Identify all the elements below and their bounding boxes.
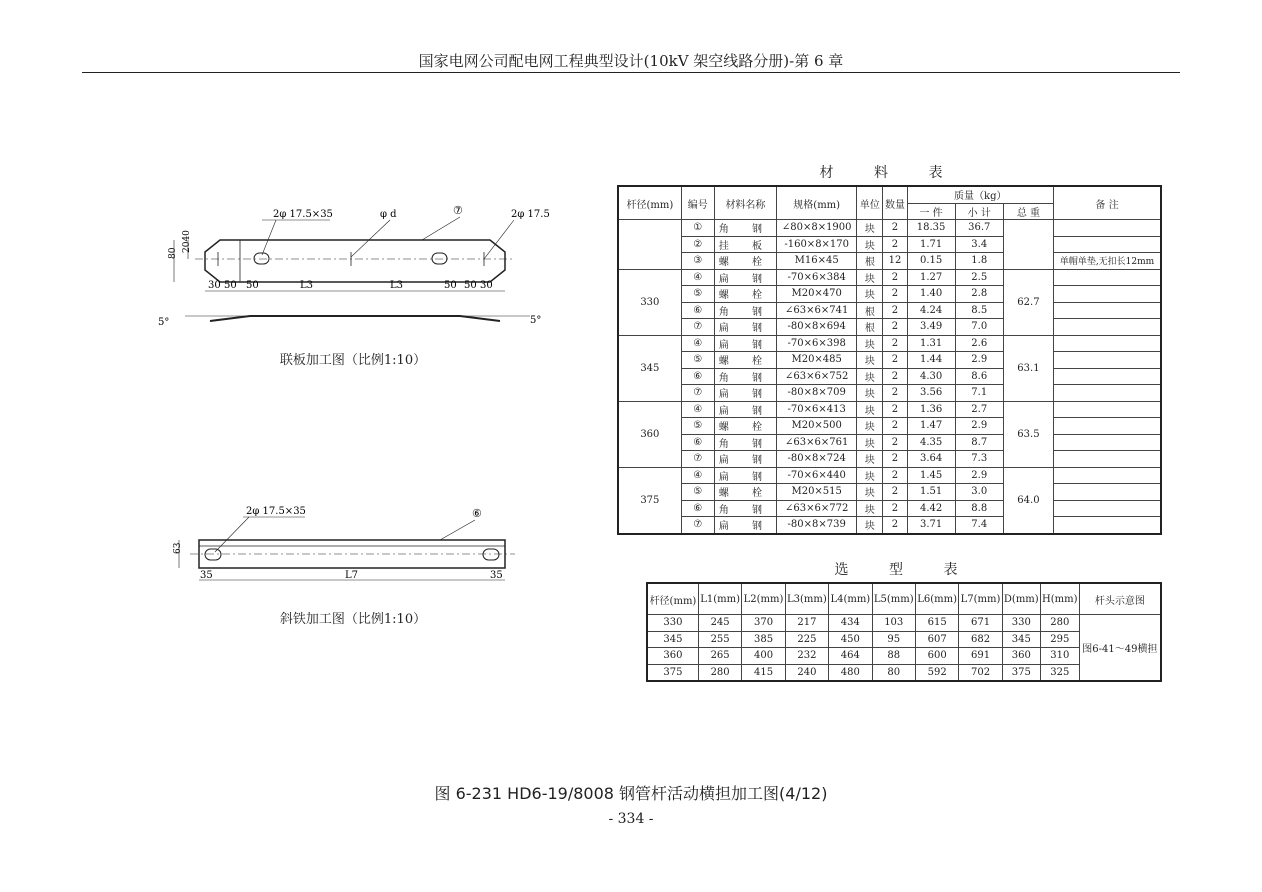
- item-name: 挂 板: [714, 236, 776, 253]
- selection-cell: 702: [959, 664, 1002, 681]
- header-rule: [82, 72, 1180, 73]
- item-mass-each: 1.47: [907, 418, 955, 435]
- item-mass-sub: 8.8: [955, 500, 1003, 517]
- item-mass-sub: 2.9: [955, 352, 1003, 369]
- selection-cell: 592: [915, 664, 958, 681]
- diameter-cell-common: [618, 220, 681, 270]
- diagram-ref-cell: 图6-41～49横担: [1079, 615, 1161, 682]
- selection-cell: 245: [698, 615, 741, 632]
- selection-header: L6(mm): [915, 583, 958, 615]
- selection-cell: 615: [915, 615, 958, 632]
- label-holes-right: 2φ 17.5: [511, 209, 550, 220]
- selection-cell: 434: [829, 615, 872, 632]
- item-name: 扁 钢: [714, 269, 776, 286]
- item-no: ①: [681, 220, 714, 237]
- item-remark: [1054, 517, 1161, 534]
- item-remark: [1054, 401, 1161, 418]
- item-mass-sub: 7.4: [955, 517, 1003, 534]
- dim-b2: 50: [224, 280, 237, 291]
- table-row: [618, 335, 1161, 352]
- selection-header: L3(mm): [785, 583, 828, 615]
- selection-cell: 375: [647, 664, 698, 681]
- selection-cell: 375: [1002, 664, 1040, 681]
- selection-cell: 80: [872, 664, 915, 681]
- header-diameter: 杆径(mm): [618, 186, 681, 220]
- group-diameter: 330: [618, 269, 681, 335]
- selection-header: 杆头示意图: [1079, 583, 1161, 615]
- item-spec: -70×6×413: [777, 401, 857, 418]
- item-mass-sub: 7.0: [955, 319, 1003, 336]
- item-spec: -70×6×440: [777, 467, 857, 484]
- selection-header: L4(mm): [829, 583, 872, 615]
- group-total: 63.1: [1003, 335, 1053, 401]
- selection-cell: 295: [1040, 631, 1079, 648]
- header-mass-total: 总 重: [1003, 203, 1053, 220]
- item-name: 角 钢: [714, 220, 776, 237]
- group-total: 63.5: [1003, 401, 1053, 467]
- item-qty: 2: [883, 500, 907, 517]
- item-qty: 2: [883, 269, 907, 286]
- item-mass-sub: 8.7: [955, 434, 1003, 451]
- item-remark: [1054, 467, 1161, 484]
- item-no: ④: [681, 269, 714, 286]
- selection-cell: 325: [1040, 664, 1079, 681]
- item-no: ②: [681, 236, 714, 253]
- item-unit: 根: [857, 319, 883, 336]
- item-unit: 块: [857, 236, 883, 253]
- item-unit: 块: [857, 368, 883, 385]
- item-qty: 2: [883, 319, 907, 336]
- dim-b4: L3: [300, 280, 314, 291]
- item-name: 螺 栓: [714, 484, 776, 501]
- table-row: [618, 253, 1161, 270]
- item-name: 扁 钢: [714, 385, 776, 402]
- selection-title: 选 型 表: [834, 562, 976, 578]
- dim-b1: 30: [208, 280, 221, 291]
- item-mass-each: 1.45: [907, 467, 955, 484]
- selection-cell: 280: [1040, 615, 1079, 632]
- item-no: ⑥: [681, 500, 714, 517]
- header-name: 材料名称: [714, 186, 776, 220]
- selection-cell: 370: [742, 615, 785, 632]
- item-unit: 块: [857, 401, 883, 418]
- group-total: 62.7: [1003, 269, 1053, 335]
- item-no: ④: [681, 467, 714, 484]
- item-unit: 块: [857, 335, 883, 352]
- selection-cell: 255: [698, 631, 741, 648]
- header-mass: 质量（kg）: [907, 186, 1054, 203]
- item-name: 扁 钢: [714, 401, 776, 418]
- drawing-slant-iron-caption: 斜铁加工图（比例1:10）: [279, 612, 427, 627]
- item-no: ④: [681, 335, 714, 352]
- item-mass-sub: 3.0: [955, 484, 1003, 501]
- item-no: ⑦: [681, 385, 714, 402]
- item-mass-sub: 36.7: [955, 220, 1003, 237]
- selection-header: L1(mm): [698, 583, 741, 615]
- item-unit: 块: [857, 418, 883, 435]
- item-spec: M16×45: [777, 253, 857, 270]
- table-row: [618, 302, 1161, 319]
- item-spec: ∠63×6×741: [777, 302, 857, 319]
- drawing-link-plate-caption: 联板加工图（比例1:10）: [279, 353, 427, 368]
- item-mass-sub: 1.8: [955, 253, 1003, 270]
- selection-cell: 464: [829, 648, 872, 665]
- header-no: 编号: [681, 186, 714, 220]
- header-unit: 单位: [857, 186, 883, 220]
- item-no: ⑦: [681, 319, 714, 336]
- item-mass-each: 1.31: [907, 335, 955, 352]
- selection-cell: 232: [785, 648, 828, 665]
- item-spec: -80×8×724: [777, 451, 857, 468]
- item-remark: [1054, 484, 1161, 501]
- item-mass-sub: 2.5: [955, 269, 1003, 286]
- page-header: 国家电网公司配电网工程典型设计(10kV 架空线路分册)-第 6 章: [418, 52, 844, 70]
- selection-header: H(mm): [1040, 583, 1079, 615]
- total-cell-common: [1003, 220, 1053, 270]
- item-mass-each: 3.71: [907, 517, 955, 534]
- table-row: [618, 401, 1161, 418]
- materials-title: 材 料 表: [819, 165, 961, 181]
- item-name: 螺 栓: [714, 418, 776, 435]
- table-row: [618, 236, 1161, 253]
- item-unit: 块: [857, 220, 883, 237]
- item-no: ⑦: [681, 451, 714, 468]
- selection-cell: 265: [698, 648, 741, 665]
- item-no: ⑥: [681, 368, 714, 385]
- item-mass-sub: 2.7: [955, 401, 1003, 418]
- item-mass-sub: 7.1: [955, 385, 1003, 402]
- item-spec: -80×8×739: [777, 517, 857, 534]
- item-unit: 块: [857, 385, 883, 402]
- header-mass-each: 一 件: [907, 203, 955, 220]
- item-unit: 根: [857, 302, 883, 319]
- dim-height: 80: [168, 247, 178, 259]
- selection-cell: 240: [785, 664, 828, 681]
- item-name: 螺 栓: [714, 253, 776, 270]
- selection-cell: 280: [698, 664, 741, 681]
- group-total: 64.0: [1003, 467, 1053, 534]
- table-row: [618, 269, 1161, 286]
- item-unit: 块: [857, 269, 883, 286]
- item-no: ③: [681, 253, 714, 270]
- table-row: [618, 451, 1161, 468]
- item-no: ⑥: [681, 434, 714, 451]
- label-holes: 2φ 17.5×35: [246, 506, 306, 517]
- item-name: 扁 钢: [714, 517, 776, 534]
- table-row: [618, 434, 1161, 451]
- group-diameter: 360: [618, 401, 681, 467]
- selection-cell: 671: [959, 615, 1002, 632]
- item-qty: 2: [883, 451, 907, 468]
- selection-cell: 682: [959, 631, 1002, 648]
- selection-cell: 103: [872, 615, 915, 632]
- item-spec: -80×8×694: [777, 319, 857, 336]
- item-mass-each: 1.40: [907, 286, 955, 303]
- item-no: ⑦: [681, 517, 714, 534]
- angle-left: 5°: [158, 317, 170, 328]
- item-mass-each: 1.36: [907, 401, 955, 418]
- item-mass-each: 4.30: [907, 368, 955, 385]
- selection-cell: 691: [959, 648, 1002, 665]
- dim-height: 63: [173, 542, 183, 554]
- item-mass-each: 3.56: [907, 385, 955, 402]
- selection-cell: 330: [1002, 615, 1040, 632]
- group-diameter: 375: [618, 467, 681, 534]
- drawing-link-plate: [150, 195, 570, 335]
- item-name: 螺 栓: [714, 286, 776, 303]
- item-remark: 单帽单垫,无扣长12mm: [1054, 253, 1161, 270]
- label-holes-left: 2φ 17.5×35: [273, 209, 333, 220]
- table-row: [618, 517, 1161, 534]
- selection-cell: 330: [647, 615, 698, 632]
- item-unit: 块: [857, 352, 883, 369]
- dim-b2: L7: [345, 570, 359, 581]
- item-remark: [1054, 220, 1161, 237]
- item-mass-each: 3.64: [907, 451, 955, 468]
- selection-header: L2(mm): [742, 583, 785, 615]
- item-qty: 2: [883, 302, 907, 319]
- item-qty: 2: [883, 517, 907, 534]
- item-mass-sub: 2.8: [955, 286, 1003, 303]
- item-mass-sub: 2.9: [955, 418, 1003, 435]
- item-qty: 2: [883, 385, 907, 402]
- selection-cell: 360: [647, 648, 698, 665]
- item-mass-each: 4.24: [907, 302, 955, 319]
- dim-b1: 35: [200, 570, 213, 581]
- item-spec: -160×8×170: [777, 236, 857, 253]
- item-spec: -70×6×384: [777, 269, 857, 286]
- dim-b5: L3: [390, 280, 404, 291]
- dim-inner: 2040: [182, 230, 192, 253]
- item-name: 角 钢: [714, 434, 776, 451]
- item-qty: 2: [883, 401, 907, 418]
- item-remark: [1054, 302, 1161, 319]
- item-unit: 块: [857, 286, 883, 303]
- item-mass-sub: 8.5: [955, 302, 1003, 319]
- selection-cell: 385: [742, 631, 785, 648]
- item-spec: M20×485: [777, 352, 857, 369]
- item-mass-each: 3.49: [907, 319, 955, 336]
- selection-cell: 225: [785, 631, 828, 648]
- selection-cell: 600: [915, 648, 958, 665]
- item-mass-each: 18.35: [907, 220, 955, 237]
- figure-caption: 图 6-231 HD6-19/8008 钢管杆活动横担加工图(4/12): [434, 784, 828, 803]
- item-unit: 块: [857, 451, 883, 468]
- table-row: [618, 220, 1161, 237]
- item-name: 角 钢: [714, 500, 776, 517]
- item-unit: 块: [857, 517, 883, 534]
- item-mass-each: 1.51: [907, 484, 955, 501]
- header-qty: 数量: [883, 186, 907, 220]
- item-name: 螺 栓: [714, 352, 776, 369]
- item-name: 角 钢: [714, 368, 776, 385]
- item-no: ⑤: [681, 418, 714, 435]
- selection-cell: 217: [785, 615, 828, 632]
- item-remark: [1054, 236, 1161, 253]
- item-spec: M20×500: [777, 418, 857, 435]
- item-spec: ∠63×6×772: [777, 500, 857, 517]
- item-mass-each: 0.15: [907, 253, 955, 270]
- item-remark: [1054, 434, 1161, 451]
- item-mass-each: 1.44: [907, 352, 955, 369]
- item-name: 角 钢: [714, 302, 776, 319]
- header-spec: 规格(mm): [777, 186, 857, 220]
- item-remark: [1054, 335, 1161, 352]
- item-mass-each: 1.71: [907, 236, 955, 253]
- page-number: - 334 -: [608, 811, 654, 827]
- item-mass-sub: 2.6: [955, 335, 1003, 352]
- item-spec: ∠63×6×761: [777, 434, 857, 451]
- selection-cell: 88: [872, 648, 915, 665]
- table-row: [618, 368, 1161, 385]
- item-spec: M20×470: [777, 286, 857, 303]
- selection-header: L7(mm): [959, 583, 1002, 615]
- dim-b8: 30: [480, 280, 493, 291]
- item-name: 扁 钢: [714, 467, 776, 484]
- selection-header: 杆径(mm): [647, 583, 698, 615]
- selection-cell: 480: [829, 664, 872, 681]
- item-name: 扁 钢: [714, 451, 776, 468]
- item-remark: [1054, 368, 1161, 385]
- item-mass-each: 4.42: [907, 500, 955, 517]
- item-qty: 2: [883, 418, 907, 435]
- header-remark: 备 注: [1054, 186, 1161, 220]
- item-remark: [1054, 319, 1161, 336]
- item-no: ⑤: [681, 352, 714, 369]
- item-unit: 块: [857, 434, 883, 451]
- item-qty: 2: [883, 286, 907, 303]
- item-spec: ∠63×6×752: [777, 368, 857, 385]
- table-row: [618, 319, 1161, 336]
- item-spec: -70×6×398: [777, 335, 857, 352]
- table-row: [618, 484, 1161, 501]
- item-name: 扁 钢: [714, 335, 776, 352]
- selection-cell: 95: [872, 631, 915, 648]
- table-row: [618, 352, 1161, 369]
- dim-b6: 50: [444, 280, 457, 291]
- header-mass-sub: 小 计: [955, 203, 1003, 220]
- selection-cell: 360: [1002, 648, 1040, 665]
- drawing-slant-iron: [155, 500, 525, 595]
- dim-b3: 35: [490, 570, 503, 581]
- item-qty: 2: [883, 236, 907, 253]
- group-diameter: 345: [618, 335, 681, 401]
- selection-cell: 607: [915, 631, 958, 648]
- item-remark: [1054, 385, 1161, 402]
- item-unit: 块: [857, 467, 883, 484]
- label-part-7: ⑦: [453, 204, 463, 217]
- item-spec: -80×8×709: [777, 385, 857, 402]
- item-remark: [1054, 451, 1161, 468]
- item-unit: 块: [857, 500, 883, 517]
- item-spec: M20×515: [777, 484, 857, 501]
- dim-b7: 50: [464, 280, 477, 291]
- selection-cell: 450: [829, 631, 872, 648]
- label-part-6: ⑥: [472, 507, 482, 520]
- item-qty: 2: [883, 352, 907, 369]
- selection-cell: 415: [742, 664, 785, 681]
- item-no: ④: [681, 401, 714, 418]
- selection-header: L5(mm): [872, 583, 915, 615]
- item-spec: ∠80×8×1900: [777, 220, 857, 237]
- item-remark: [1054, 418, 1161, 435]
- table-row: [618, 418, 1161, 435]
- item-no: ⑤: [681, 484, 714, 501]
- selection-cell: 345: [1002, 631, 1040, 648]
- item-mass-sub: 3.4: [955, 236, 1003, 253]
- item-mass-sub: 2.9: [955, 467, 1003, 484]
- item-unit: 根: [857, 253, 883, 270]
- item-mass-each: 4.35: [907, 434, 955, 451]
- item-qty: 2: [883, 467, 907, 484]
- selection-cell: 345: [647, 631, 698, 648]
- table-row: [647, 615, 1161, 632]
- item-mass-sub: 7.3: [955, 451, 1003, 468]
- label-hole-mid: φ d: [380, 209, 397, 220]
- selection-table: [646, 582, 1162, 682]
- item-unit: 块: [857, 484, 883, 501]
- item-qty: 2: [883, 434, 907, 451]
- item-remark: [1054, 269, 1161, 286]
- item-remark: [1054, 286, 1161, 303]
- item-qty: 2: [883, 220, 907, 237]
- item-qty: 2: [883, 335, 907, 352]
- selection-cell: 400: [742, 648, 785, 665]
- selection-cell: 310: [1040, 648, 1079, 665]
- item-qty: 2: [883, 368, 907, 385]
- item-no: ⑤: [681, 286, 714, 303]
- item-mass-each: 1.27: [907, 269, 955, 286]
- selection-header: D(mm): [1002, 583, 1040, 615]
- dim-b3: 50: [246, 280, 259, 291]
- angle-right: 5°: [530, 315, 542, 326]
- item-no: ⑥: [681, 302, 714, 319]
- item-qty: 2: [883, 484, 907, 501]
- table-row: [618, 500, 1161, 517]
- table-row: [618, 467, 1161, 484]
- item-name: 扁 钢: [714, 319, 776, 336]
- table-row: [618, 286, 1161, 303]
- item-remark: [1054, 500, 1161, 517]
- item-remark: [1054, 352, 1161, 369]
- table-row: [618, 385, 1161, 402]
- materials-table: [617, 185, 1162, 535]
- item-qty: 12: [883, 253, 907, 270]
- item-mass-sub: 8.6: [955, 368, 1003, 385]
